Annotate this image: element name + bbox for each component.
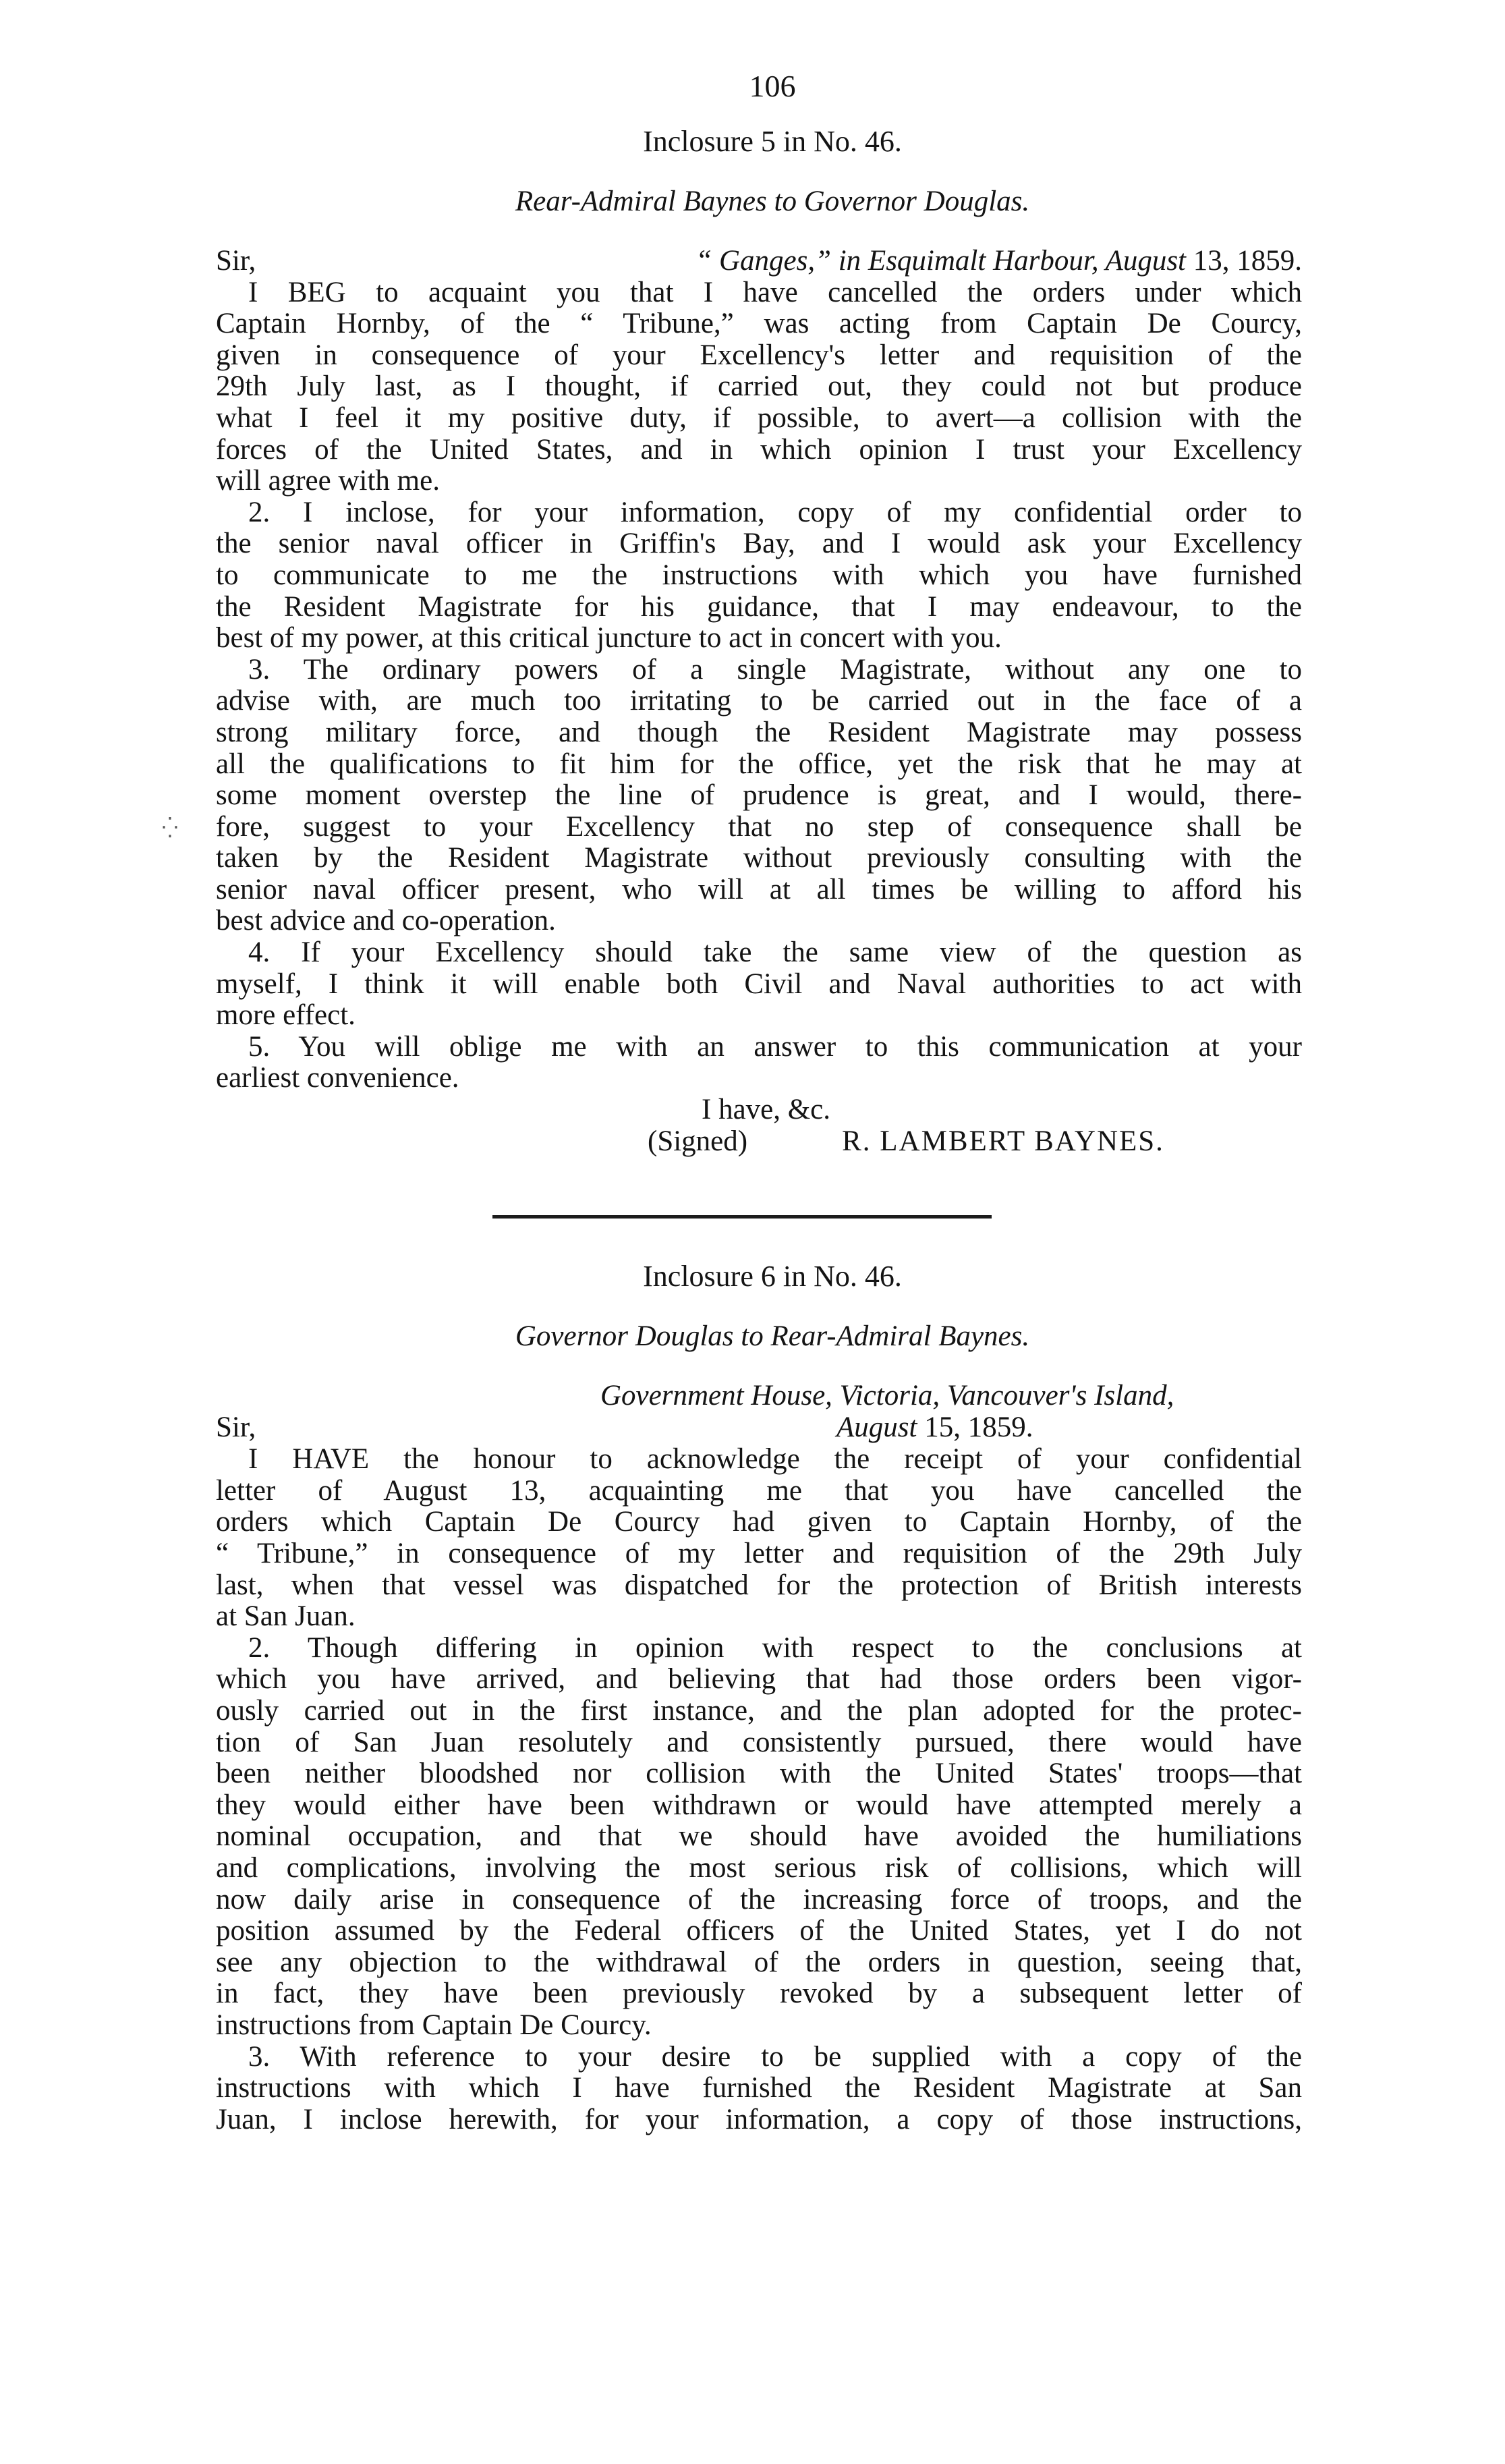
letter-date bbox=[836, 1412, 1033, 1444]
text-line: 2. Though differing in opinion with respect to the conclusions at bbox=[248, 1631, 1302, 1664]
text-line: some moment overstep the line of prudence is great, and I would, there- bbox=[216, 779, 1302, 812]
text-line: tion of San Juan resolutely and consistently pursued, there would have bbox=[216, 1726, 1302, 1758]
text-line: fore, suggest to your Excellency that no step of consequence shall be bbox=[216, 810, 1302, 843]
inclosure-6 bbox=[216, 1259, 1302, 2135]
signed-label: (Signed) bbox=[648, 1125, 748, 1157]
text-line: been neither bloodshed nor collision with the United States' troops—that bbox=[216, 1758, 1302, 1790]
text-line: now daily arise in consequence of the increasing force of troops, and the bbox=[216, 1883, 1302, 1915]
text-line: which you have arrived, and believing that had those orders been vigor- bbox=[216, 1663, 1302, 1696]
letter-date-day: 15, 1859. bbox=[924, 1411, 1033, 1444]
inclosure-5 bbox=[216, 124, 1302, 1157]
text-line: and complications, involving the most serious risk of collisions, which will bbox=[216, 1851, 1302, 1884]
inclosure-6-body bbox=[216, 1444, 1302, 2135]
letter-date-month: August bbox=[836, 1411, 917, 1444]
text-line: forces of the United States, and in which opinion I trust your Excellency bbox=[216, 433, 1302, 466]
inclosure-5-subheading: Rear-Admiral Baynes to Governor Douglas. bbox=[515, 186, 1030, 217]
letter-date: 13, 1859. bbox=[1193, 245, 1302, 277]
text-line: position assumed by the Federal officers of the United States, yet I do not bbox=[216, 1915, 1302, 1947]
inclosure-6-dateline bbox=[216, 1380, 1302, 1444]
text-line: myself, I think it will enable both Civil and Naval authorities to act with bbox=[216, 968, 1302, 1000]
text-line: what I feel it my positive duty, if possible, to avert—a collision with the bbox=[216, 401, 1302, 434]
text-line: see any objection to the withdrawal of the orders in question, seeing that, bbox=[216, 1946, 1302, 1978]
text-line: senior naval officer present, who will at all times be willing to afford his bbox=[216, 873, 1302, 905]
inclosure-5-dateline bbox=[216, 246, 1302, 277]
text-line: I HAVE the honour to acknowledge the receipt of your confidential bbox=[248, 1443, 1302, 1476]
inclosure-6-subheading: Governor Douglas to Rear-Admiral Baynes. bbox=[515, 1320, 1030, 1353]
text-line: to communicate to me the instructions with which you have furnished bbox=[216, 559, 1302, 591]
text-line: I BEG to acquaint you that I have cancelled the orders under which bbox=[248, 276, 1302, 308]
closing-formula: I have, &c. bbox=[702, 1094, 831, 1126]
text-line: Captain Hornby, of the “ Tribune,” was acting from Captain De Courcy, bbox=[216, 308, 1302, 340]
text-line: earliest convenience. bbox=[216, 1062, 459, 1094]
text-line: strong military force, and though the Resident Magistrate may possess bbox=[216, 716, 1302, 748]
letter-location: “ Ganges,” in Esquimalt Harbour, August bbox=[695, 245, 1186, 277]
section-divider bbox=[492, 1215, 992, 1219]
margin-mark: ⁛ bbox=[162, 817, 178, 839]
text-line: at San Juan. bbox=[216, 1600, 356, 1633]
paragraph bbox=[216, 1633, 1302, 2042]
text-line: the senior naval officer in Griffin's Bay, and I would ask your Excellency bbox=[216, 528, 1302, 560]
text-line: 4. If your Excellency should take the same view of the question as bbox=[248, 936, 1302, 969]
text-line: 29th July last, as I thought, if carried out, they could not but produce bbox=[216, 370, 1302, 403]
text-line: 5. You will oblige me with an answer to this communication at your bbox=[248, 1030, 1302, 1063]
text-line: advise with, are much too irritating to be carried out in the face of a bbox=[216, 685, 1302, 717]
text-line: “ Tribune,” in consequence of my letter and requisition of the 29th July bbox=[216, 1538, 1302, 1569]
text-line: will agree with me. bbox=[216, 465, 440, 497]
inclosure-5-closing bbox=[216, 1094, 1302, 1157]
text-line: in fact, they have been previously revoked by a subsequent letter of bbox=[216, 1978, 1302, 2010]
salutation: Sir, bbox=[216, 245, 256, 277]
letter-location: Government House, Victoria, Vancouver's Island, bbox=[600, 1380, 1174, 1412]
text-line: best advice and co-operation. bbox=[216, 905, 556, 937]
text-line: ously carried out in the first instance, and the plan adopted for the protec- bbox=[216, 1694, 1302, 1727]
paragraph bbox=[216, 1032, 1302, 1094]
paragraph bbox=[216, 1444, 1302, 1633]
letter-location-date bbox=[695, 246, 1302, 277]
text-line: the Resident Magistrate for his guidance, that I may endeavour, to the bbox=[216, 590, 1302, 623]
paragraph bbox=[216, 2042, 1302, 2136]
text-line: letter of August 13, acquainting me that you have cancelled the bbox=[216, 1474, 1302, 1507]
inclosure-5-body bbox=[216, 277, 1302, 1094]
page-number: 106 bbox=[749, 69, 796, 103]
paragraph bbox=[216, 654, 1302, 937]
text-line: all the qualifications to fit him for the office, yet the risk that he may at bbox=[216, 748, 1302, 780]
signatory-name: R. LAMBERT BAYNES. bbox=[842, 1125, 1164, 1157]
text-line: 2. I inclose, for your information, copy of my confidential order to bbox=[248, 496, 1302, 528]
text-line: best of my power, at this critical juncture to act in concert with you. bbox=[216, 622, 1002, 654]
text-line: 3. With reference to your desire to be supplied with a copy of the bbox=[248, 2040, 1302, 2073]
text-line: more effect. bbox=[216, 999, 356, 1032]
text-line: Juan, I inclose herewith, for your information, a copy of those instructions, bbox=[216, 2103, 1302, 2135]
document-page bbox=[216, 67, 1302, 2135]
salutation: Sir, bbox=[216, 1411, 256, 1444]
signature-line bbox=[216, 1126, 1302, 1158]
text-line: they would either have been withdrawn or would have attempted merely a bbox=[216, 1789, 1302, 1821]
text-line: instructions with which I have furnished the Resident Magistrate at San bbox=[216, 2072, 1302, 2104]
text-line: 3. The ordinary powers of a single Magistrate, without any one to bbox=[248, 653, 1302, 685]
paragraph bbox=[216, 497, 1302, 654]
text-line: nominal occupation, and that we should have avoided the humiliations bbox=[216, 1820, 1302, 1853]
paragraph bbox=[216, 277, 1302, 497]
text-line: given in consequence of your Excellency's letter and requisition of the bbox=[216, 339, 1302, 371]
text-line: instructions from Captain De Courcy. bbox=[216, 2009, 652, 2041]
inclosure-5-heading: Inclosure 5 in No. 46. bbox=[643, 125, 902, 158]
paragraph bbox=[216, 937, 1302, 1032]
text-line: taken by the Resident Magistrate without previously consulting with the bbox=[216, 842, 1302, 874]
text-line: orders which Captain De Courcy had given to Captain Hornby, of the bbox=[216, 1506, 1302, 1538]
text-line: last, when that vessel was dispatched for the protection of British interests bbox=[216, 1569, 1302, 1601]
inclosure-6-heading: Inclosure 6 in No. 46. bbox=[643, 1260, 902, 1293]
